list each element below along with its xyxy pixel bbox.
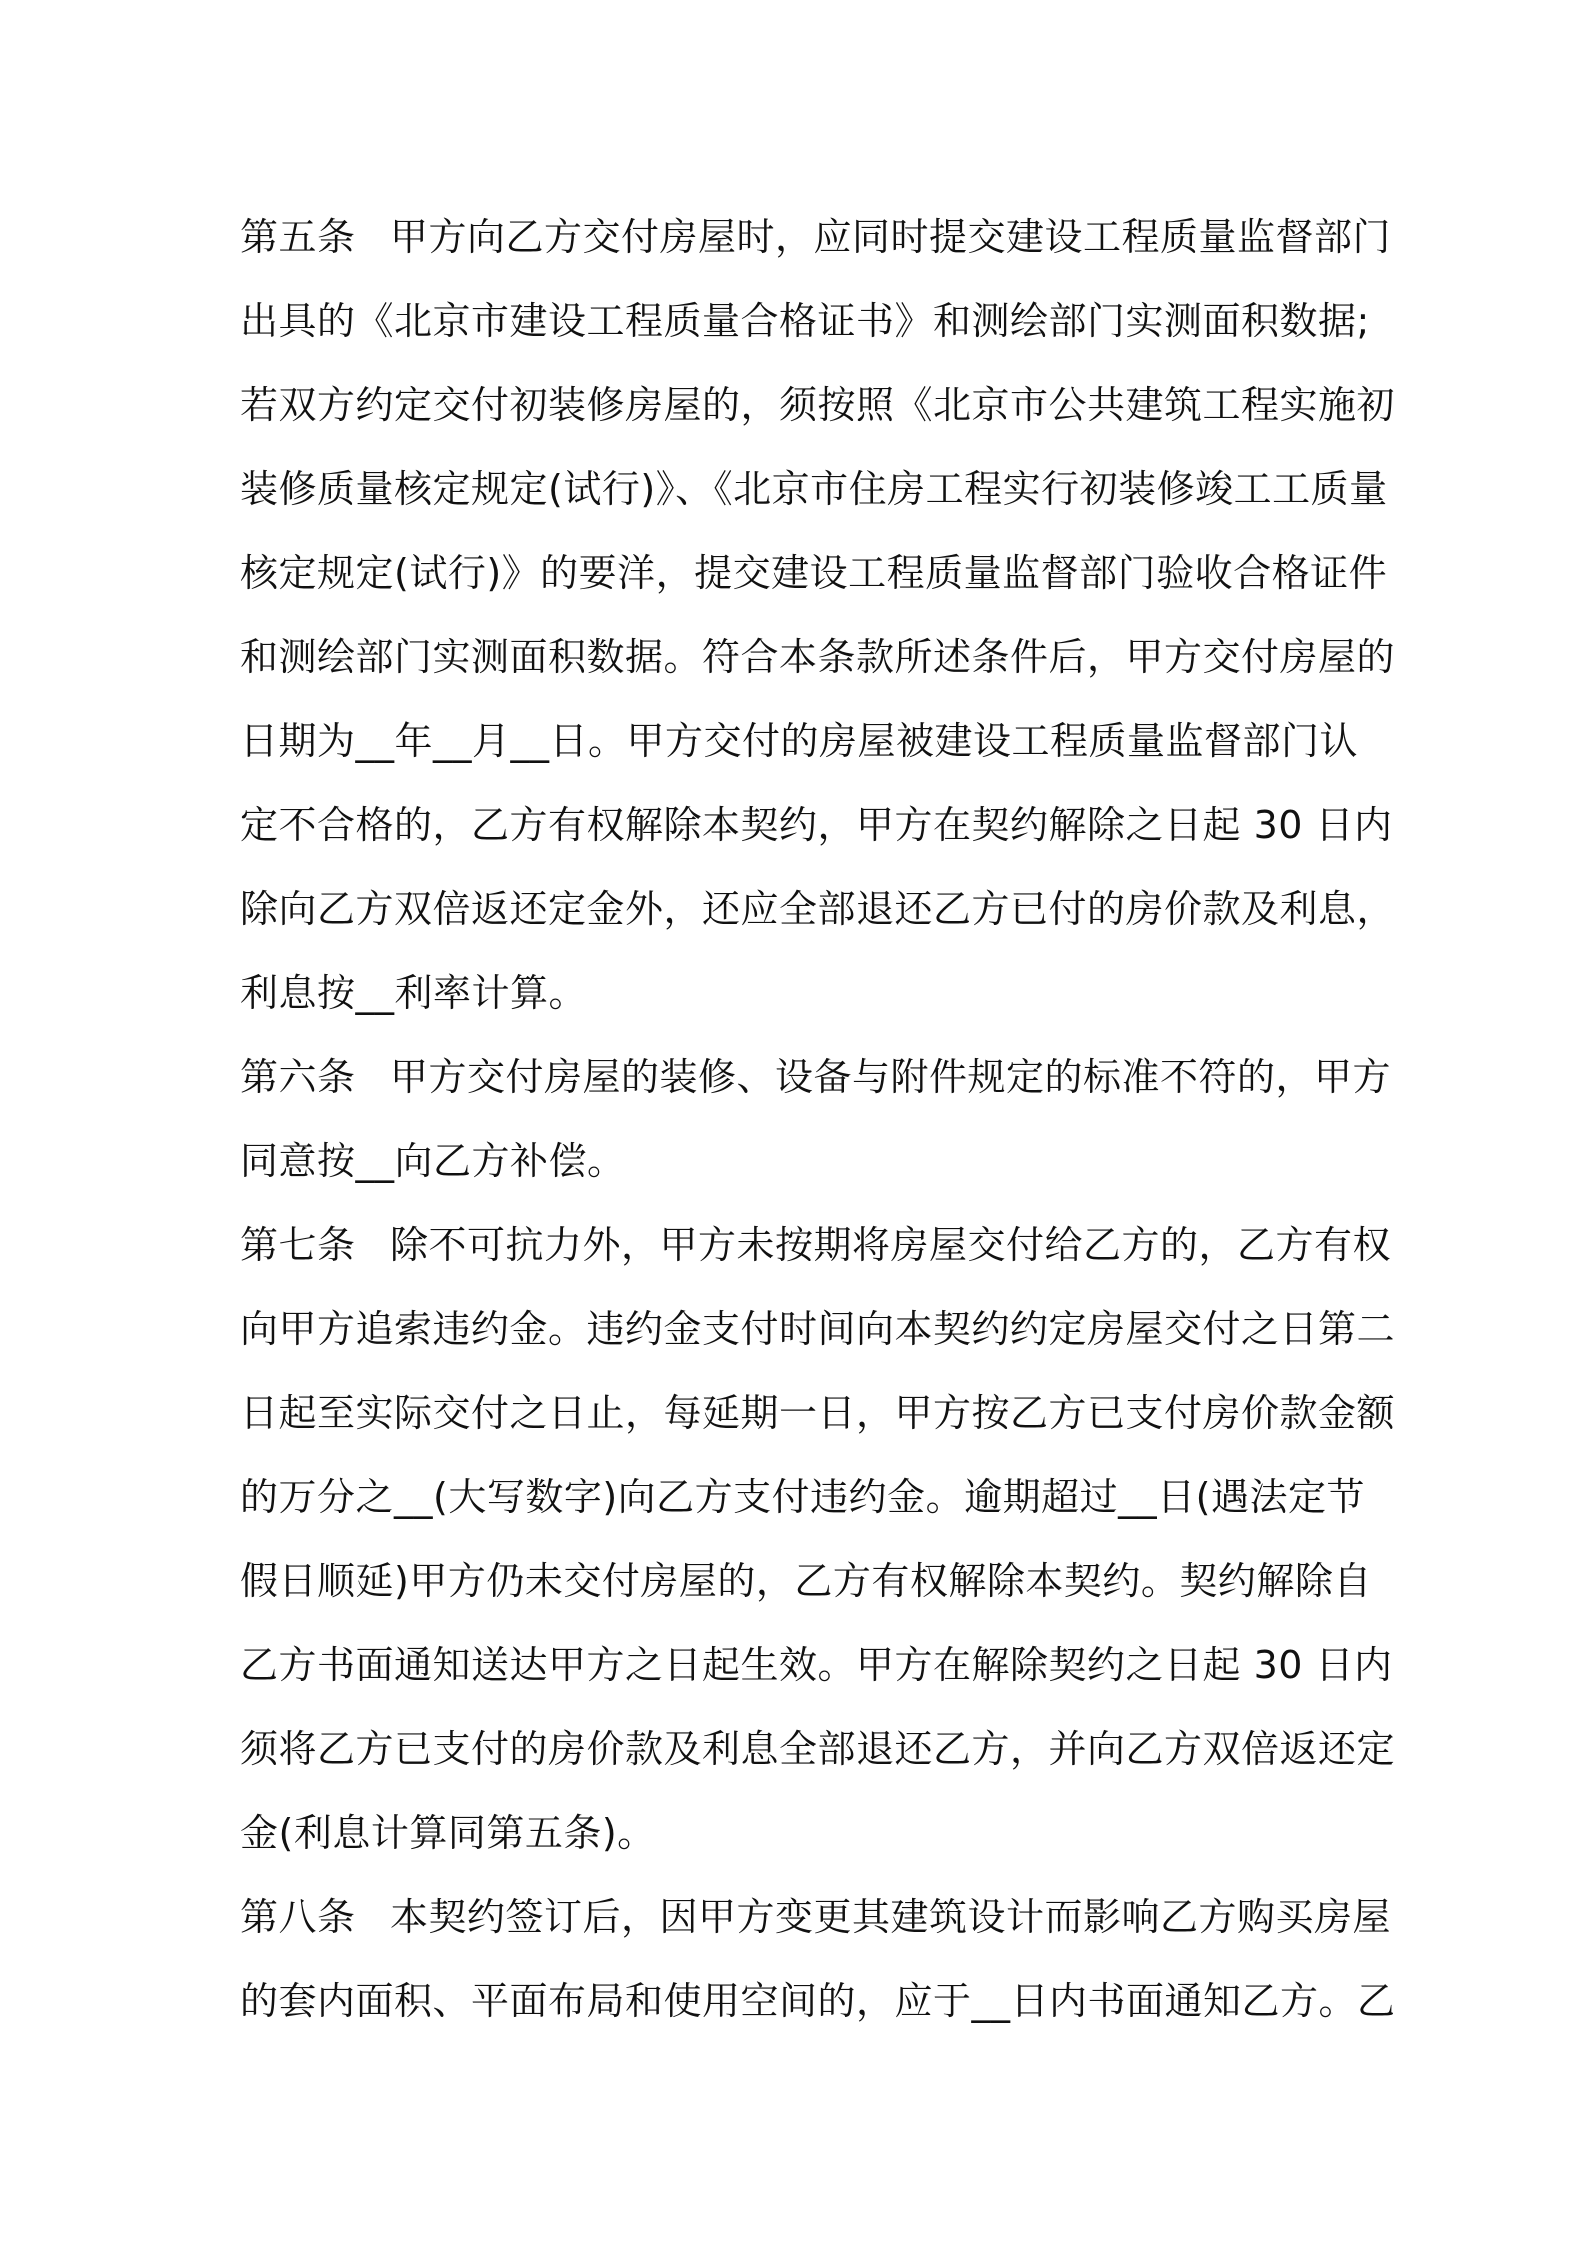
article-6-label: 第六条	[240, 1055, 356, 1099]
text-line: 除向乙方双倍返还定金外，还应全部退还乙方已付的房价款及利息，	[240, 887, 1396, 931]
text-line: 的万分之__(大写数字)向乙方支付违约金。逾期超过__日(遇法定节	[240, 1475, 1365, 1519]
article-8-line-1	[240, 1875, 1392, 1959]
text-line: 利息按__利率计算。	[240, 971, 588, 1015]
text-line: 甲方向乙方交付房屋时，应同时提交建设工程质量监督部门	[390, 215, 1392, 259]
text-line: 和测绘部门实测面积数据。符合本条款所述条件后，甲方交付房屋的	[240, 635, 1396, 679]
text-line: 核定规定(试行)》的要洋，提交建设工程质量监督部门验收合格证件	[240, 551, 1388, 595]
text-line: 日起至实际交付之日止，每延期一日，甲方按乙方已支付房价款金额	[240, 1391, 1396, 1435]
text-line: 须将乙方已支付的房价款及利息全部退还乙方，并向乙方双倍返还定	[240, 1727, 1396, 1771]
text-line: 的套内面积、平面布局和使用空间的，应于__日内书面通知乙方。乙	[240, 1979, 1396, 2023]
text-line: 乙方书面通知送达甲方之日起生效。甲方在解除契约之日起 30 日内	[240, 1643, 1393, 1687]
document-body	[240, 195, 1396, 2043]
article-7-line-1	[240, 1203, 1392, 1287]
text-line: 金(利息计算同第五条)。	[240, 1811, 656, 1855]
article-7-label: 第七条	[240, 1223, 356, 1267]
article-5-label: 第五条	[240, 215, 356, 259]
article-6-line-1	[240, 1035, 1392, 1119]
text-line: 本契约签订后，因甲方变更其建筑设计而影响乙方购买房屋	[390, 1895, 1392, 1939]
text-line: 装修质量核定规定(试行)》、《北京市住房工程实行初装修竣工工质量	[240, 467, 1388, 511]
text-line: 假日顺延)甲方仍未交付房屋的，乙方有权解除本契约。契约解除自	[240, 1559, 1372, 1603]
text-line: 日期为__年__月__日。甲方交付的房屋被建设工程质量监督部门认	[240, 719, 1359, 763]
text-line: 出具的《北京市建设工程质量合格证书》和测绘部门实测面积数据;	[240, 299, 1370, 343]
text-line: 若双方约定交付初装修房屋的，须按照《北京市公共建筑工程实施初	[240, 383, 1396, 427]
text-line: 定不合格的，乙方有权解除本契约，甲方在契约解除之日起 30 日内	[240, 803, 1393, 847]
article-5-line-1	[240, 195, 1392, 279]
text-line: 甲方交付房屋的装修、设备与附件规定的标准不符的，甲方	[390, 1055, 1392, 1099]
article-8-label: 第八条	[240, 1895, 356, 1939]
text-line: 向甲方追索违约金。违约金支付时间向本契约约定房屋交付之日第二	[240, 1307, 1396, 1351]
text-line: 同意按__向乙方补偿。	[240, 1139, 626, 1183]
text-line: 除不可抗力外，甲方未按期将房屋交付给乙方的，乙方有权	[390, 1223, 1392, 1267]
